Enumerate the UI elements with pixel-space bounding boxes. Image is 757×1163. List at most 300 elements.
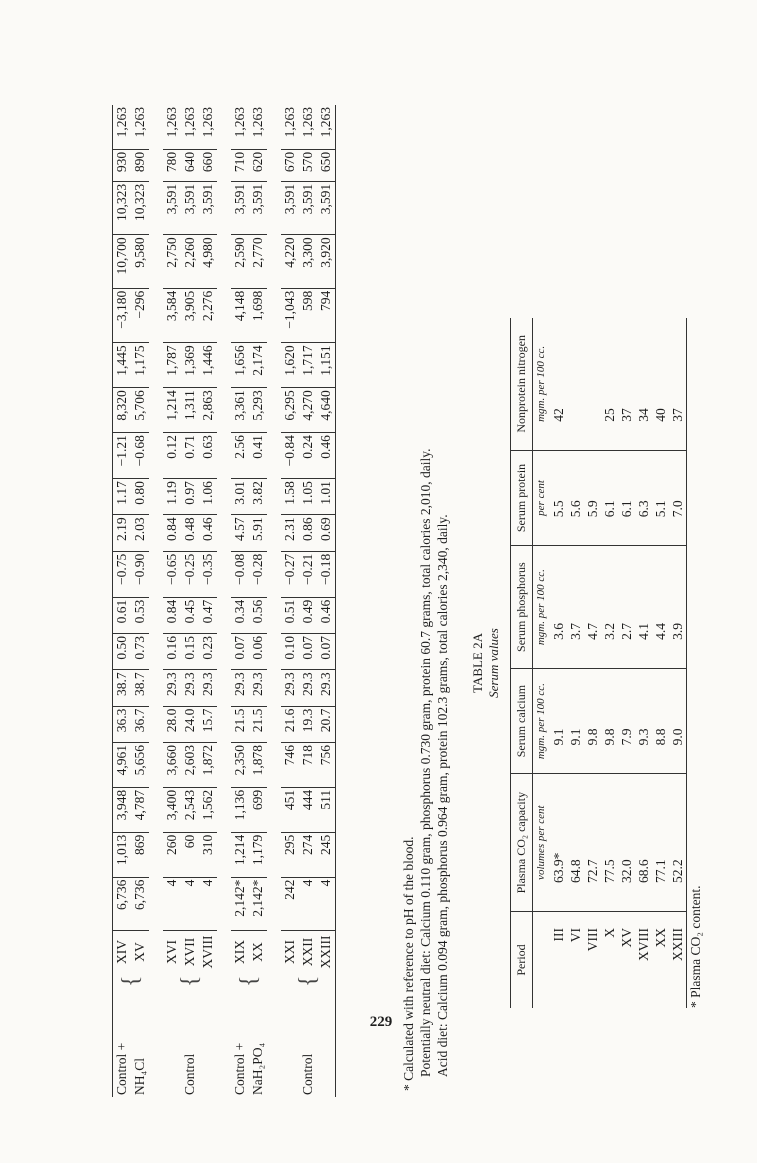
value-cell: 0.47 [199, 597, 217, 633]
value-cell: 0.49 [299, 597, 317, 633]
value-cell: 0.16 [163, 634, 181, 670]
column-header: Period [511, 912, 533, 1009]
value-cell: 19.3 [299, 706, 317, 742]
calcium-cell: 7.9 [618, 668, 635, 773]
value-cell: 3,660 [163, 742, 181, 787]
table-row [163, 105, 181, 1097]
value-cell: −0.84 [281, 433, 299, 479]
value-cell: 0.15 [181, 634, 199, 670]
value-cell: −0.65 [163, 551, 181, 597]
protein-cell: 6.1 [618, 450, 635, 546]
value-cell: 1,214 [163, 388, 181, 433]
value-cell: −0.25 [181, 551, 199, 597]
value-cell: 2,350 [231, 742, 249, 787]
value-cell: 260 [163, 832, 181, 877]
value-cell: 0.24 [299, 433, 317, 479]
column-unit: volumes per cent [533, 774, 551, 912]
value-cell: 3,591 [249, 181, 267, 234]
group-label-line: Control + [114, 1042, 129, 1095]
value-cell: 1,263 [299, 105, 317, 149]
value-cell: 3,591 [281, 181, 299, 234]
npn-cell: 25 [601, 318, 618, 450]
value-cell: 1,263 [249, 105, 267, 149]
value-cell: 10,323 [131, 181, 149, 234]
value-cell: 36.7 [131, 706, 149, 742]
value-cell: 670 [281, 149, 299, 181]
value-cell: 4 [163, 877, 181, 930]
npn-cell: 37 [669, 318, 687, 450]
value-cell: 4 [317, 877, 336, 930]
group-spacer [217, 105, 231, 1097]
value-cell: 5.91 [249, 515, 267, 551]
value-cell: 2,543 [181, 787, 199, 832]
table-row [113, 105, 131, 1097]
value-cell: 0.84 [163, 515, 181, 551]
table-2a-subtitle: Serum values [486, 628, 501, 698]
table-2a-units-row [533, 318, 551, 1008]
value-cell: 6,736 [131, 877, 149, 930]
table-row [249, 105, 267, 1097]
value-cell: 0.48 [181, 515, 199, 551]
value-cell: 29.3 [199, 670, 217, 706]
value-cell: 1,311 [181, 388, 199, 433]
phosphorus-cell: 4.7 [584, 546, 601, 669]
table-row [584, 318, 601, 1008]
value-cell: 0.12 [163, 433, 181, 479]
value-cell: 1,562 [199, 787, 217, 832]
value-cell: 0.80 [131, 479, 149, 515]
value-cell: 2,174 [249, 343, 267, 388]
value-cell: 0.46 [317, 433, 336, 479]
group-brace: { [177, 975, 203, 987]
value-cell: 640 [181, 149, 199, 181]
value-cell: 29.3 [299, 670, 317, 706]
value-cell: −296 [131, 288, 149, 343]
co2-cell: 77.5 [601, 774, 618, 912]
value-cell: 0.51 [281, 597, 299, 633]
value-cell: 0.53 [131, 597, 149, 633]
value-cell: 650 [317, 149, 336, 181]
value-cell: 511 [317, 787, 336, 832]
table-row [317, 105, 336, 1097]
period-cell: XIX [232, 940, 247, 964]
value-cell: 1,620 [281, 343, 299, 388]
value-cell: 0.84 [163, 597, 181, 633]
value-cell: 0.07 [317, 634, 336, 670]
period-cell: XXII [300, 937, 315, 967]
npn-cell: 37 [618, 318, 635, 450]
value-cell: 5,706 [131, 388, 149, 433]
column-unit: mgm. per 100 cc. [533, 546, 551, 669]
co2-cell: 52.2 [669, 774, 687, 912]
balance-table-continuation [112, 105, 336, 1097]
table-row [181, 105, 199, 1097]
phosphorus-cell: 3.7 [567, 546, 584, 669]
group-brace: { [118, 975, 144, 987]
value-cell: 5,656 [131, 742, 149, 787]
value-cell: 0.50 [113, 634, 131, 670]
table-2a-footnote: * Plasma CO₂ content. [688, 885, 703, 1008]
value-cell: 8,320 [113, 388, 131, 433]
group-label [113, 987, 149, 1097]
value-cell: 1,175 [131, 343, 149, 388]
value-cell: 1.17 [113, 479, 131, 515]
value-cell: 780 [163, 149, 181, 181]
value-cell: 2,603 [181, 742, 199, 787]
value-cell: 794 [317, 288, 336, 343]
value-cell: 570 [299, 149, 317, 181]
table-2a-serum-values [510, 318, 687, 1008]
value-cell: −0.27 [281, 551, 299, 597]
value-cell: 4,787 [131, 787, 149, 832]
value-cell: 2,750 [163, 235, 181, 288]
value-cell: 242 [281, 877, 299, 930]
value-cell: 1.58 [281, 479, 299, 515]
table-row [669, 318, 687, 1008]
footnote-star: * Calculated with reference to pH of the blood. [401, 836, 416, 1091]
value-cell: 29.3 [181, 670, 199, 706]
value-cell: 620 [249, 149, 267, 181]
table-row [652, 318, 669, 1008]
calcium-cell: 9.3 [635, 668, 652, 773]
period-cell: XXI [282, 940, 297, 964]
value-cell: −0.68 [131, 433, 149, 479]
phosphorus-cell: 3.2 [601, 546, 618, 669]
value-cell: 1,263 [317, 105, 336, 149]
table-2a-title: TABLE 2A [470, 633, 485, 693]
footnote-neutral-diet: Potentially neutral diet: Calcium 0.110 gram, phosphorus 0.730 gram, protein 60.7 grams, total calories 2,010, daily. [418, 448, 433, 1077]
value-cell: 1,263 [163, 105, 181, 149]
column-unit: mgm. per 100 cc. [533, 668, 551, 773]
value-cell: 21.5 [249, 706, 267, 742]
calcium-cell: 9.0 [669, 668, 687, 773]
value-cell: 2.56 [231, 433, 249, 479]
value-cell: −0.75 [113, 551, 131, 597]
column-header: Nonprotein nitrogen [511, 318, 533, 450]
value-cell: 1,136 [231, 787, 249, 832]
period-cell: III [551, 928, 566, 942]
value-cell: 4,220 [281, 235, 299, 288]
value-cell: 0.71 [181, 433, 199, 479]
value-cell: 28.0 [163, 706, 181, 742]
table-row [550, 318, 567, 1008]
period-cell: VI [568, 928, 583, 943]
column-header: Serum phosphorus [511, 546, 533, 669]
period-cell: VIII [585, 928, 600, 952]
value-cell: 1.19 [163, 479, 181, 515]
value-cell: 1.01 [317, 479, 336, 515]
group-label-line: Control [182, 1053, 197, 1095]
period-cell: XVIII [636, 928, 651, 961]
value-cell: 890 [131, 149, 149, 181]
group-label-line: Control [300, 1053, 315, 1095]
period-cell: XV [132, 942, 147, 962]
footnote-acid-diet: Acid diet: Calcium 0.094 gram, phosphorus 0.964 gram, protein 102.3 grams, total calories 2,340, daily. [435, 514, 450, 1077]
value-cell: 29.3 [281, 670, 299, 706]
value-cell: 0.86 [299, 515, 317, 551]
value-cell: 1,263 [113, 105, 131, 149]
value-cell: 2,142* [249, 877, 267, 930]
value-cell: 3,920 [317, 235, 336, 288]
value-cell: 0.41 [249, 433, 267, 479]
value-cell: 6,736 [113, 877, 131, 930]
value-cell: 1,214 [231, 832, 249, 877]
value-cell: 3,591 [317, 181, 336, 234]
value-cell: 38.7 [131, 670, 149, 706]
table-row [618, 318, 635, 1008]
value-cell: 869 [131, 832, 149, 877]
protein-cell: 6.1 [601, 450, 618, 546]
co2-cell: 77.1 [652, 774, 669, 912]
npn-cell: 42 [550, 318, 567, 450]
value-cell: 2,276 [199, 288, 217, 343]
value-cell: 2,863 [199, 388, 217, 433]
co2-cell: 64.8 [567, 774, 584, 912]
value-cell: 598 [299, 288, 317, 343]
value-cell: 2,590 [231, 235, 249, 288]
value-cell: 0.06 [249, 634, 267, 670]
value-cell: 9,580 [131, 235, 149, 288]
value-cell: −0.21 [299, 551, 317, 597]
table-bottom-rule [336, 105, 337, 1097]
table-row [635, 318, 652, 1008]
value-cell: −0.90 [131, 551, 149, 597]
npn-cell: 40 [652, 318, 669, 450]
table-row [199, 105, 217, 1097]
calcium-cell: 9.8 [601, 668, 618, 773]
column-header: Serum protein [511, 450, 533, 546]
value-cell: 1,013 [113, 832, 131, 877]
value-cell: 0.07 [299, 634, 317, 670]
phosphorus-cell: 2.7 [618, 546, 635, 669]
table-row [281, 105, 299, 1097]
value-cell: −0.35 [199, 551, 217, 597]
value-cell: 0.10 [281, 634, 299, 670]
value-cell: 3.01 [231, 479, 249, 515]
column-header: Plasma CO₂ capacity [511, 774, 533, 912]
table-2a-body [550, 318, 687, 1008]
value-cell: 2,142* [231, 877, 249, 930]
period-cell: XXIII [318, 935, 333, 969]
value-cell: 0.46 [317, 597, 336, 633]
value-cell: 3,591 [181, 181, 199, 234]
value-cell: −1,043 [281, 288, 299, 343]
calcium-cell: 9.8 [584, 668, 601, 773]
value-cell: 5,293 [249, 388, 267, 433]
value-cell: 0.73 [131, 634, 149, 670]
value-cell: 1,263 [281, 105, 299, 149]
value-cell: 4 [199, 877, 217, 930]
npn-cell [567, 318, 584, 450]
value-cell: 20.7 [317, 706, 336, 742]
group-brace: { [295, 975, 321, 987]
value-cell: 4 [181, 877, 199, 930]
value-cell: 2,260 [181, 235, 199, 288]
value-cell: 4,980 [199, 235, 217, 288]
npn-cell: 34 [635, 318, 652, 450]
value-cell: 0.34 [231, 597, 249, 633]
value-cell: 1,263 [199, 105, 217, 149]
group-brace: { [236, 975, 262, 987]
protein-cell: 5.6 [567, 450, 584, 546]
value-cell: 38.7 [113, 670, 131, 706]
value-cell: 2,770 [249, 235, 267, 288]
value-cell: 4,148 [231, 288, 249, 343]
value-cell: 1,369 [181, 343, 199, 388]
value-cell: 4,961 [113, 742, 131, 787]
value-cell: 2.19 [113, 515, 131, 551]
value-cell: 36.3 [113, 706, 131, 742]
protein-cell: 5.9 [584, 450, 601, 546]
period-cell: X [602, 928, 617, 938]
phosphorus-cell: 3.9 [669, 546, 687, 669]
value-cell: 444 [299, 787, 317, 832]
value-cell: 3,361 [231, 388, 249, 433]
value-cell: 3,591 [299, 181, 317, 234]
co2-cell: 32.0 [618, 774, 635, 912]
value-cell: 0.61 [113, 597, 131, 633]
value-cell: 1,263 [181, 105, 199, 149]
phosphorus-cell: 3.6 [550, 546, 567, 669]
value-cell: 0.56 [249, 597, 267, 633]
value-cell: 4,640 [317, 388, 336, 433]
period-cell: XIV [114, 940, 129, 964]
value-cell: 3,591 [231, 181, 249, 234]
value-cell: 3,905 [181, 288, 199, 343]
value-cell: 310 [199, 832, 217, 877]
co2-cell: 63.9* [550, 774, 567, 912]
calcium-cell: 9.1 [567, 668, 584, 773]
value-cell: 29.3 [231, 670, 249, 706]
protein-cell: 5.5 [550, 450, 567, 546]
table-2a-title-block [470, 463, 502, 863]
period-cell: XVII [182, 937, 197, 967]
value-cell: 0.07 [231, 634, 249, 670]
co2-cell: 72.7 [584, 774, 601, 912]
column-header: Serum calcium [511, 668, 533, 773]
value-cell: 15.7 [199, 706, 217, 742]
value-cell: 3,948 [113, 787, 131, 832]
value-cell: −0.18 [317, 551, 336, 597]
phosphorus-cell: 4.4 [652, 546, 669, 669]
value-cell: 1.06 [199, 479, 217, 515]
value-cell: 24.0 [181, 706, 199, 742]
value-cell: 1,263 [231, 105, 249, 149]
value-cell: 10,700 [113, 235, 131, 288]
value-cell: 29.3 [317, 670, 336, 706]
value-cell: 1,445 [113, 343, 131, 388]
balance-table-body [113, 105, 337, 1097]
period-cell: XXIII [669, 912, 687, 1009]
value-cell: −0.28 [249, 551, 267, 597]
group-label [231, 987, 267, 1097]
value-cell: 3.82 [249, 479, 267, 515]
value-cell: 0.69 [317, 515, 336, 551]
value-cell: −3,180 [113, 288, 131, 343]
value-cell: 3,591 [199, 181, 217, 234]
value-cell: 1,878 [249, 742, 267, 787]
value-cell: 274 [299, 832, 317, 877]
page-number: 229 [369, 1014, 393, 1030]
value-cell: 10,323 [113, 181, 131, 234]
table-row [131, 105, 149, 1097]
value-cell: 1.05 [299, 479, 317, 515]
table-2a-header-row [511, 318, 533, 1008]
period-cell: XX [250, 942, 265, 962]
table-row [567, 318, 584, 1008]
value-cell: 660 [199, 149, 217, 181]
value-cell: 6,295 [281, 388, 299, 433]
value-cell: 1,151 [317, 343, 336, 388]
value-cell: 29.3 [249, 670, 267, 706]
phosphorus-cell: 4.1 [635, 546, 652, 669]
value-cell: 0.45 [181, 597, 199, 633]
value-cell: 0.97 [181, 479, 199, 515]
value-cell: 1,446 [199, 343, 217, 388]
value-cell: 245 [317, 832, 336, 877]
table-row [231, 105, 249, 1097]
column-unit [533, 912, 551, 1009]
period-cell: XV [619, 928, 634, 948]
value-cell: 3,300 [299, 235, 317, 288]
calcium-cell: 8.8 [652, 668, 669, 773]
protein-cell: 7.0 [669, 450, 687, 546]
value-cell: 710 [231, 149, 249, 181]
value-cell: 4 [299, 877, 317, 930]
value-cell: 2.03 [131, 515, 149, 551]
protein-cell: 5.1 [652, 450, 669, 546]
value-cell: 4.57 [231, 515, 249, 551]
npn-cell [584, 318, 601, 450]
group-label [281, 987, 336, 1097]
value-cell: 699 [249, 787, 267, 832]
co2-cell: 68.6 [635, 774, 652, 912]
value-cell: 0.23 [199, 634, 217, 670]
value-cell: 21.5 [231, 706, 249, 742]
value-cell: 3,591 [163, 181, 181, 234]
value-cell: 718 [299, 742, 317, 787]
value-cell: 1,263 [131, 105, 149, 149]
value-cell: 3,584 [163, 288, 181, 343]
value-cell: 756 [317, 742, 336, 787]
table-row [299, 105, 317, 1097]
value-cell: 746 [281, 742, 299, 787]
value-cell: 1,872 [199, 742, 217, 787]
group-label-line: NaH₂PO₄ [250, 1042, 265, 1095]
column-unit: mgm. per 100 cc. [533, 318, 551, 450]
group-label-line: Control + [232, 1042, 247, 1095]
value-cell: −1.21 [113, 433, 131, 479]
group-label-line: NH₄Cl [132, 1058, 147, 1095]
value-cell: 1,179 [249, 832, 267, 877]
value-cell: −0.08 [231, 551, 249, 597]
value-cell: 1,656 [231, 343, 249, 388]
period-cell: XVI [164, 940, 179, 964]
value-cell: 0.46 [199, 515, 217, 551]
value-cell: 930 [113, 149, 131, 181]
value-cell: 1,698 [249, 288, 267, 343]
group-label [163, 987, 217, 1097]
group-spacer [149, 105, 163, 1097]
column-unit: per cent [533, 450, 551, 546]
value-cell: 0.63 [199, 433, 217, 479]
value-cell: 2.31 [281, 515, 299, 551]
value-cell: 4,270 [299, 388, 317, 433]
value-cell: 60 [181, 832, 199, 877]
value-cell: 3,400 [163, 787, 181, 832]
value-cell: 451 [281, 787, 299, 832]
period-cell: XVIII [200, 935, 215, 969]
